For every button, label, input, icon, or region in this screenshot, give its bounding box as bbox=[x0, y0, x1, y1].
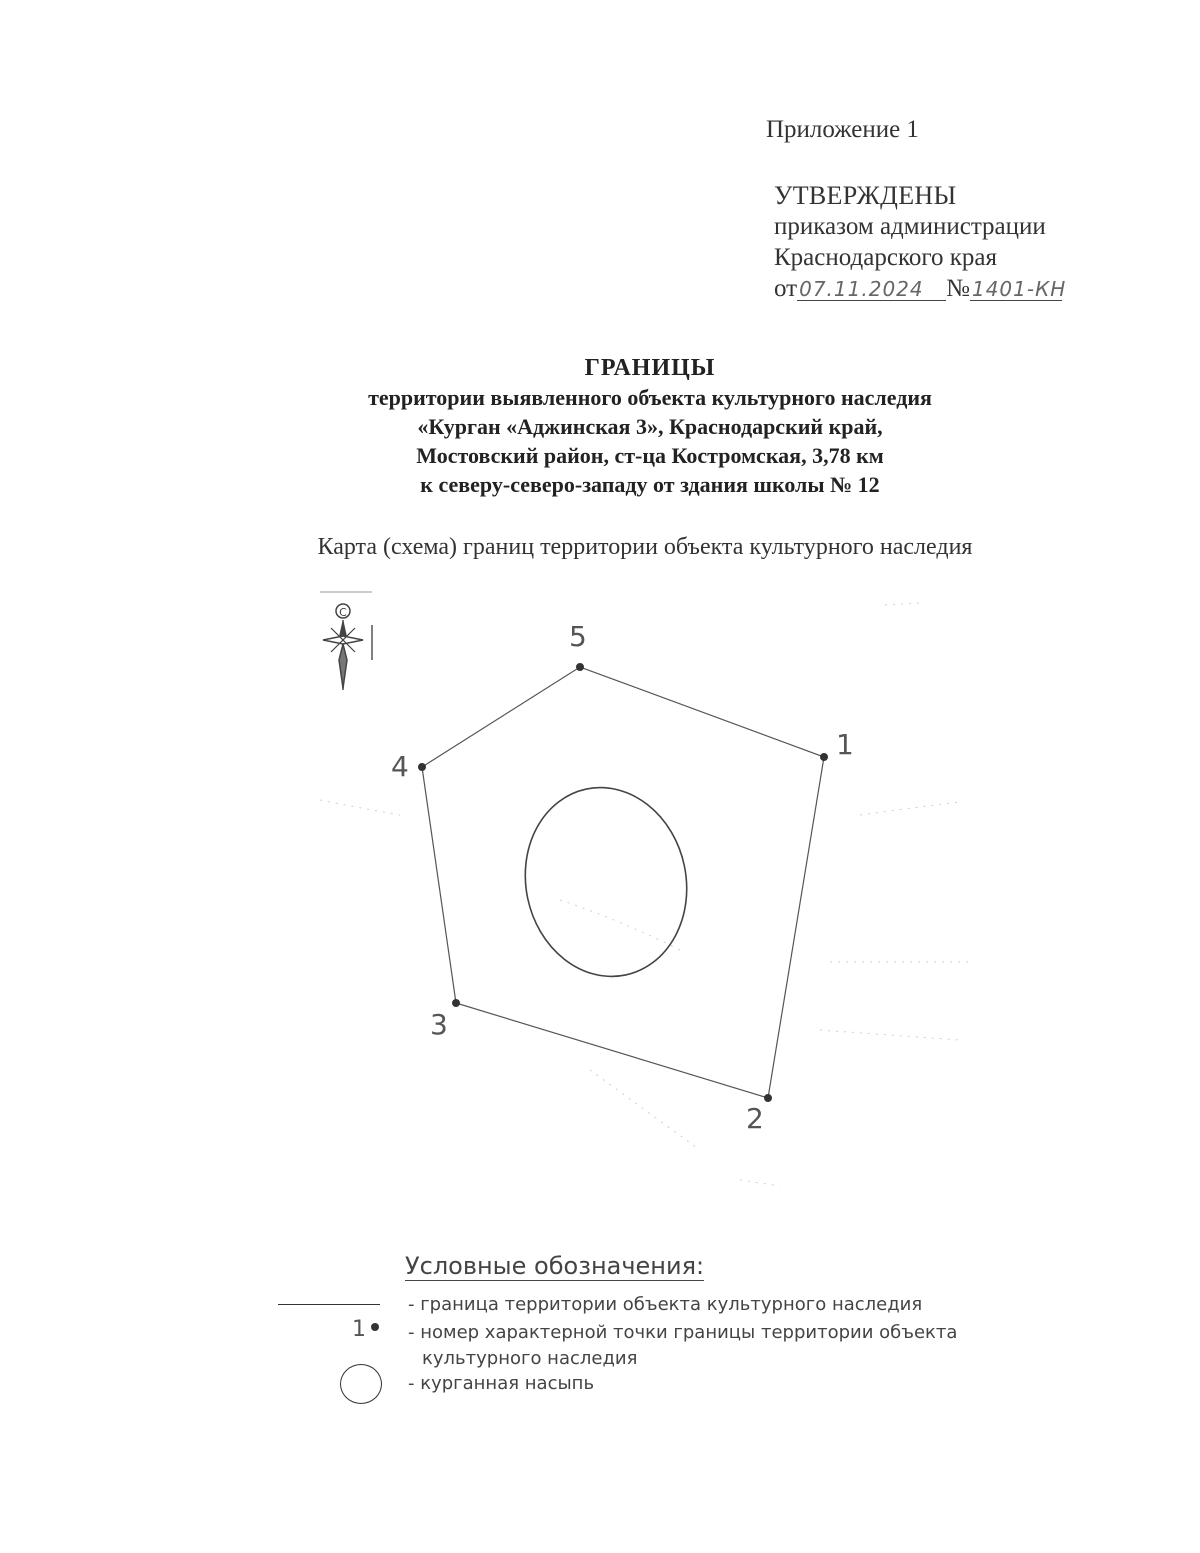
title-line-3: Мостовский район, ст-ца Костромская, 3,78 км bbox=[416, 443, 884, 468]
legend-point-sample-dot bbox=[371, 1323, 379, 1331]
boundary-point-1 bbox=[821, 754, 828, 761]
handwritten-number: 1401-КН bbox=[971, 277, 1067, 301]
number-prefix: № bbox=[946, 275, 970, 302]
boundary-point-4 bbox=[419, 764, 426, 771]
legend-point-text-2: культурного наследия bbox=[422, 1348, 638, 1369]
point-label-3: 3 bbox=[430, 1008, 448, 1041]
legend-point-text-1: - номер характерной точки границы территории объекта bbox=[408, 1322, 958, 1343]
approved-heading: УТВЕРЖДЕНЫ bbox=[774, 181, 957, 210]
legend-mound-sample bbox=[340, 1364, 382, 1404]
compass-letter: С bbox=[339, 606, 347, 619]
title-line-2: «Курган «Аджинская 3», Краснодарский край, bbox=[417, 414, 883, 439]
legend-title: Условные обозначения: bbox=[405, 1252, 705, 1280]
point-label-4: 4 bbox=[391, 750, 409, 783]
point-label-1: 1 bbox=[836, 728, 854, 761]
map-caption: Карта (схема) границ территории объекта культурного наследия bbox=[317, 534, 973, 560]
boundary-point-5 bbox=[577, 664, 584, 671]
handwritten-date: 07.11.2024 bbox=[797, 278, 946, 301]
legend-boundary-sample bbox=[278, 1304, 380, 1305]
approved-region: Краснодарского края bbox=[774, 244, 997, 271]
legend-point-sample-number: 1 bbox=[352, 1317, 366, 1342]
point-label-5: 5 bbox=[569, 620, 587, 653]
legend-boundary-text: - граница территории объекта культурного наследия bbox=[408, 1294, 923, 1315]
title-main: ГРАНИЦЫ bbox=[584, 355, 716, 381]
title-line-1: территории выявленного объекта культурного наследия bbox=[368, 385, 932, 410]
territory-boundary bbox=[422, 667, 824, 1098]
from-prefix: от bbox=[774, 275, 798, 302]
approved-by-order: приказом администрации bbox=[774, 213, 1046, 240]
title-line-4: к северу-северо-западу от здания школы № 12 bbox=[420, 472, 880, 497]
legend-mound-text: - курганная насыпь bbox=[408, 1373, 595, 1394]
boundary-point-2 bbox=[765, 1095, 772, 1102]
point-label-2: 2 bbox=[746, 1102, 764, 1135]
boundary-point-3 bbox=[453, 1000, 460, 1007]
boundary-points bbox=[419, 664, 828, 1102]
appendix-label: Приложение 1 bbox=[766, 116, 919, 143]
mound-outline bbox=[508, 772, 704, 991]
